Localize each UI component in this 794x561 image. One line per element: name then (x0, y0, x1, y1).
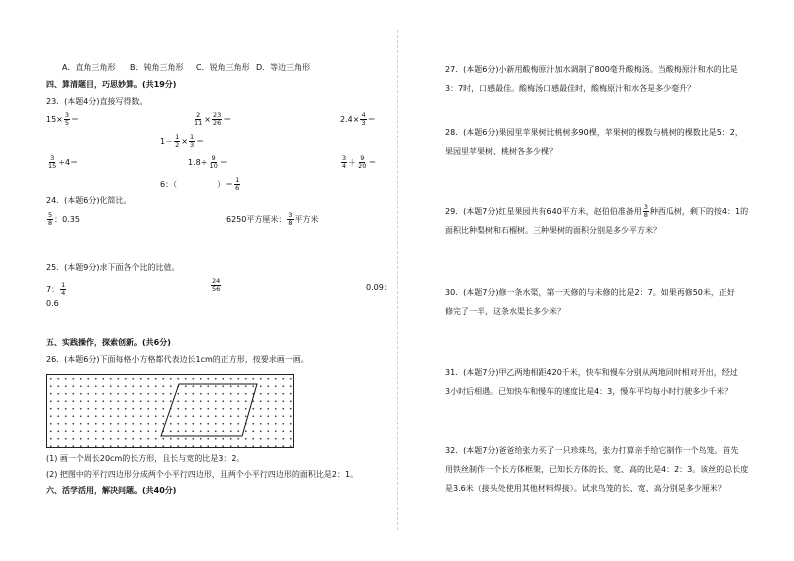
grid-svg (47, 375, 293, 447)
section-6-heading: 六、活学活用，解决问题。(共40分) (46, 486, 177, 495)
q26-subtask-2: (2) 把图中的平行四边形分成两个小平行四边形，且两个小平行四边形的面积比是2：1。 (46, 470, 359, 479)
q26-title: 26．(本题6分)下面每格小方格都代表边长1cm的正方形，按要求画一画。 (46, 355, 309, 364)
q23-expr-1: 15× $\frac{3}{5}$ ＝ (46, 111, 80, 127)
q32: 32．(本题7分)爸爸给张力买了一只珍珠鸟，张力打算亲手给它制作一个鸟笼。首先 用铁丝制作一个长方体框架，已知长方体的长、宽、高的比是4：2：3。该丝的总长度 是3.6米（接头处使用其他材料焊接）。试求鸟笼的长、宽、高分别是多少厘米？ (445, 446, 749, 493)
q23-expr-6: 1.8÷ $\frac{9}{10}$ ＝ (188, 154, 228, 170)
q25-ratio-3-cont: 0.6 (46, 299, 59, 308)
option-b: B．钝角三角形 (130, 63, 184, 72)
section-5-heading: 五、实践操作，探索创新。(共6分) (46, 338, 171, 347)
q30: 30．(本题7分)修一条水渠，第一天修的与未修的比是2：7。如果再修50米，正好 修完了一半，这条水渠长多少米？ (445, 288, 735, 316)
q25-title: 25．(本题9分)求下面各个比的比值。 (46, 263, 180, 272)
q26-subtask-1: (1) 画一个周长20cm的长方形，且长与宽的比是3：2。 (46, 454, 245, 463)
q23-expr-5: $\frac{3}{15}$ ÷4＝ (48, 154, 79, 170)
q29: 29．(本题7分)红星果园共有640平方米，赵伯伯准备用 $\frac{3}{8}$ 种西瓜树，剩下的按4：1的 面积比种梨树和石榴树。三种果树的面积分别是多少平方米？ (445, 203, 749, 235)
section-4-heading: 四、算清题目，巧思妙算。(共19分) (46, 80, 177, 89)
q23-expr-8: 6：（ ）＝ $\frac{1}{6}$ (160, 176, 240, 192)
q25-ratio-2: $\frac{24}{56}$ (212, 277, 221, 293)
q23-expr-3: 2.4× $\frac{4}{3}$ ＝ (340, 111, 376, 127)
q25-ratio-1: 7： $\frac{1}{4}$ (46, 281, 66, 297)
q23-title: 23．(本题4分)直接写得数。 (46, 97, 148, 106)
q23-expr-2: $\frac{2}{11}$ × $\frac{23}{26}$ ＝ (194, 111, 232, 127)
q27: 27．(本题6分)小新用酸梅原汁加水调制了800毫升酸梅汤。当酸梅原汁和水的比是 3：7时，口感最佳。酸梅汤口感最佳时，酸梅原汁和水各是多少毫升？ (445, 65, 738, 93)
q24-title: 24．(本题6分)化简比。 (46, 196, 132, 205)
q25-ratio-3: 0.09： (366, 283, 392, 292)
q28: 28．(本题6分)果园里苹果树比桃树多90棵，苹果树的棵数与桃树的棵数比是5：2， 果园里苹果树、桃树各多少棵？ (445, 128, 743, 156)
q23-expr-4: 1－ $\frac{1}{2}$ × $\frac{1}{3}$ ＝ (160, 133, 205, 149)
q31: 31．(本题7分)甲乙两地相距420千米，快车和慢车分别从两地同时相对开出，经过 3小时后相遇。已知快车和慢车的速度比是4：3，慢车平均每小时行驶多少千米？ (445, 368, 738, 396)
q24-problem-1: $\frac{5}{8}$ ：0.35 (48, 211, 80, 227)
dot-grid-figure (46, 374, 294, 448)
option-a: A．直角三角形 (62, 63, 116, 72)
q23-expr-7: $\frac{3}{4}$ ＋ $\frac{9}{20}$ ＝ (342, 154, 377, 170)
column-divider (397, 30, 399, 530)
option-d: D．等边三角形 (256, 63, 311, 72)
option-c: C．锐角三角形 (196, 63, 250, 72)
q24-problem-2: 6250平方厘米： $\frac{3}{8}$ 平方米 (226, 211, 319, 227)
